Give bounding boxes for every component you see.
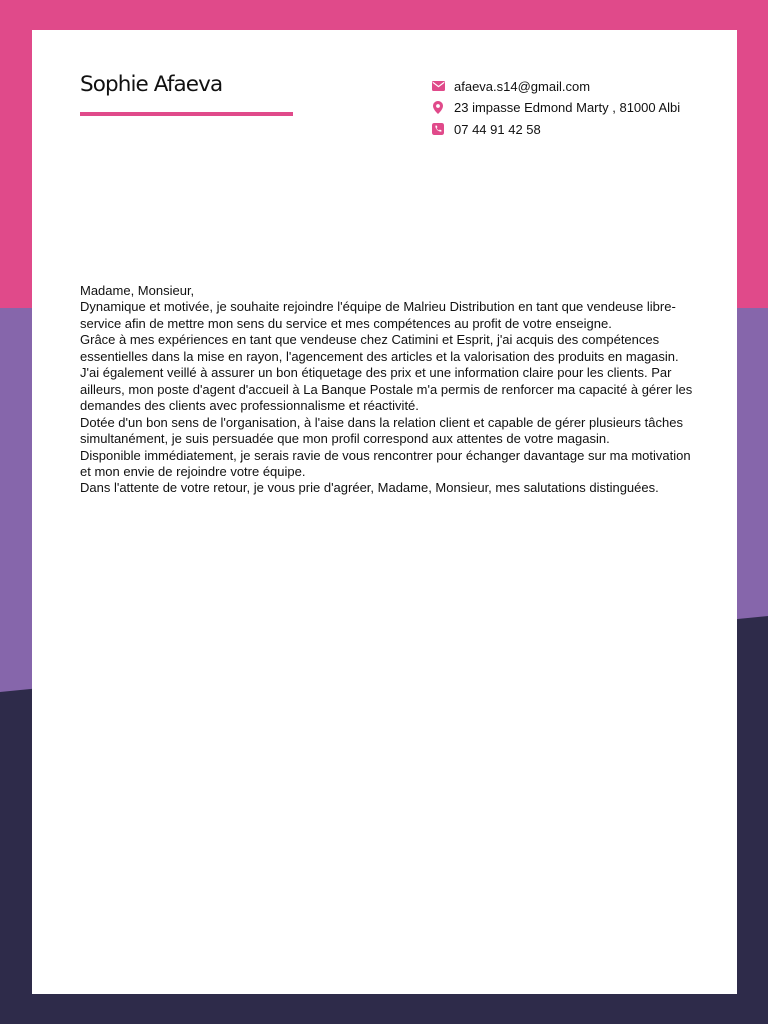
contact-email: [431, 76, 590, 96]
letter-body: [80, 283, 700, 497]
contact-address-text: 23 impasse Edmond Marty , 81000 Albi: [454, 99, 681, 115]
phone-icon: [431, 122, 445, 136]
envelope-icon: [431, 79, 445, 93]
letter-page: [32, 30, 737, 994]
letter-paragraph: Dynamique et motivée, je souhaite rejoindre l'équipe de Malrieu Distribution en tant que vendeuse libre-service afin de mettre mon sens du service et mes compétences au profit de votre enseigne.: [80, 299, 676, 331]
contact-email-text[interactable]: afaeva.s14@gmail.com: [454, 78, 591, 94]
contact-phone: [431, 119, 541, 139]
contact-address: [431, 97, 680, 117]
letter-paragraph: Dotée d'un bon sens de l'organisation, à l'aise dans la relation client et capable de gérer plusieurs tâches simultanément, je suis persuadée que mon profil correspond aux attentes de votre magasin.: [80, 414, 683, 447]
contact-phone-text[interactable]: 07 44 91 42 58: [454, 121, 541, 137]
map-pin-icon: [431, 100, 445, 114]
letter-paragraph: Disponible immédiatement, je serais ravie de vous rencontrer pour échanger davantage sur ma motivation et mon envie de rejoindre votre équipe.: [80, 447, 691, 479]
sender-name: Sophie Afaeva: [80, 72, 223, 97]
name-underline: [80, 112, 293, 116]
letter-closing: Dans l'attente de votre retour, je vous prie d'agréer, Madame, Monsieur, mes salutations distinguées.: [80, 480, 659, 496]
letter-salutation: Madame, Monsieur,: [80, 283, 195, 298]
letter-paragraph: Grâce à mes expériences en tant que vendeuse chez Catimini et Esprit, j'ai acquis des compétences essentielles dans la mise en rayon, l'agencement des articles et la valorisation des produits en magasin.: [80, 332, 679, 364]
letter-paragraph: J'ai également veillé à assurer un bon étiquetage des prix et une information claire pour les clients. Par ailleurs, mon poste d'agent d'accueil à La Banque Postale m'a permis de renforcer ma capacité à gérer les demandes des clients avec professionnalisme et réactivité.: [80, 365, 693, 414]
